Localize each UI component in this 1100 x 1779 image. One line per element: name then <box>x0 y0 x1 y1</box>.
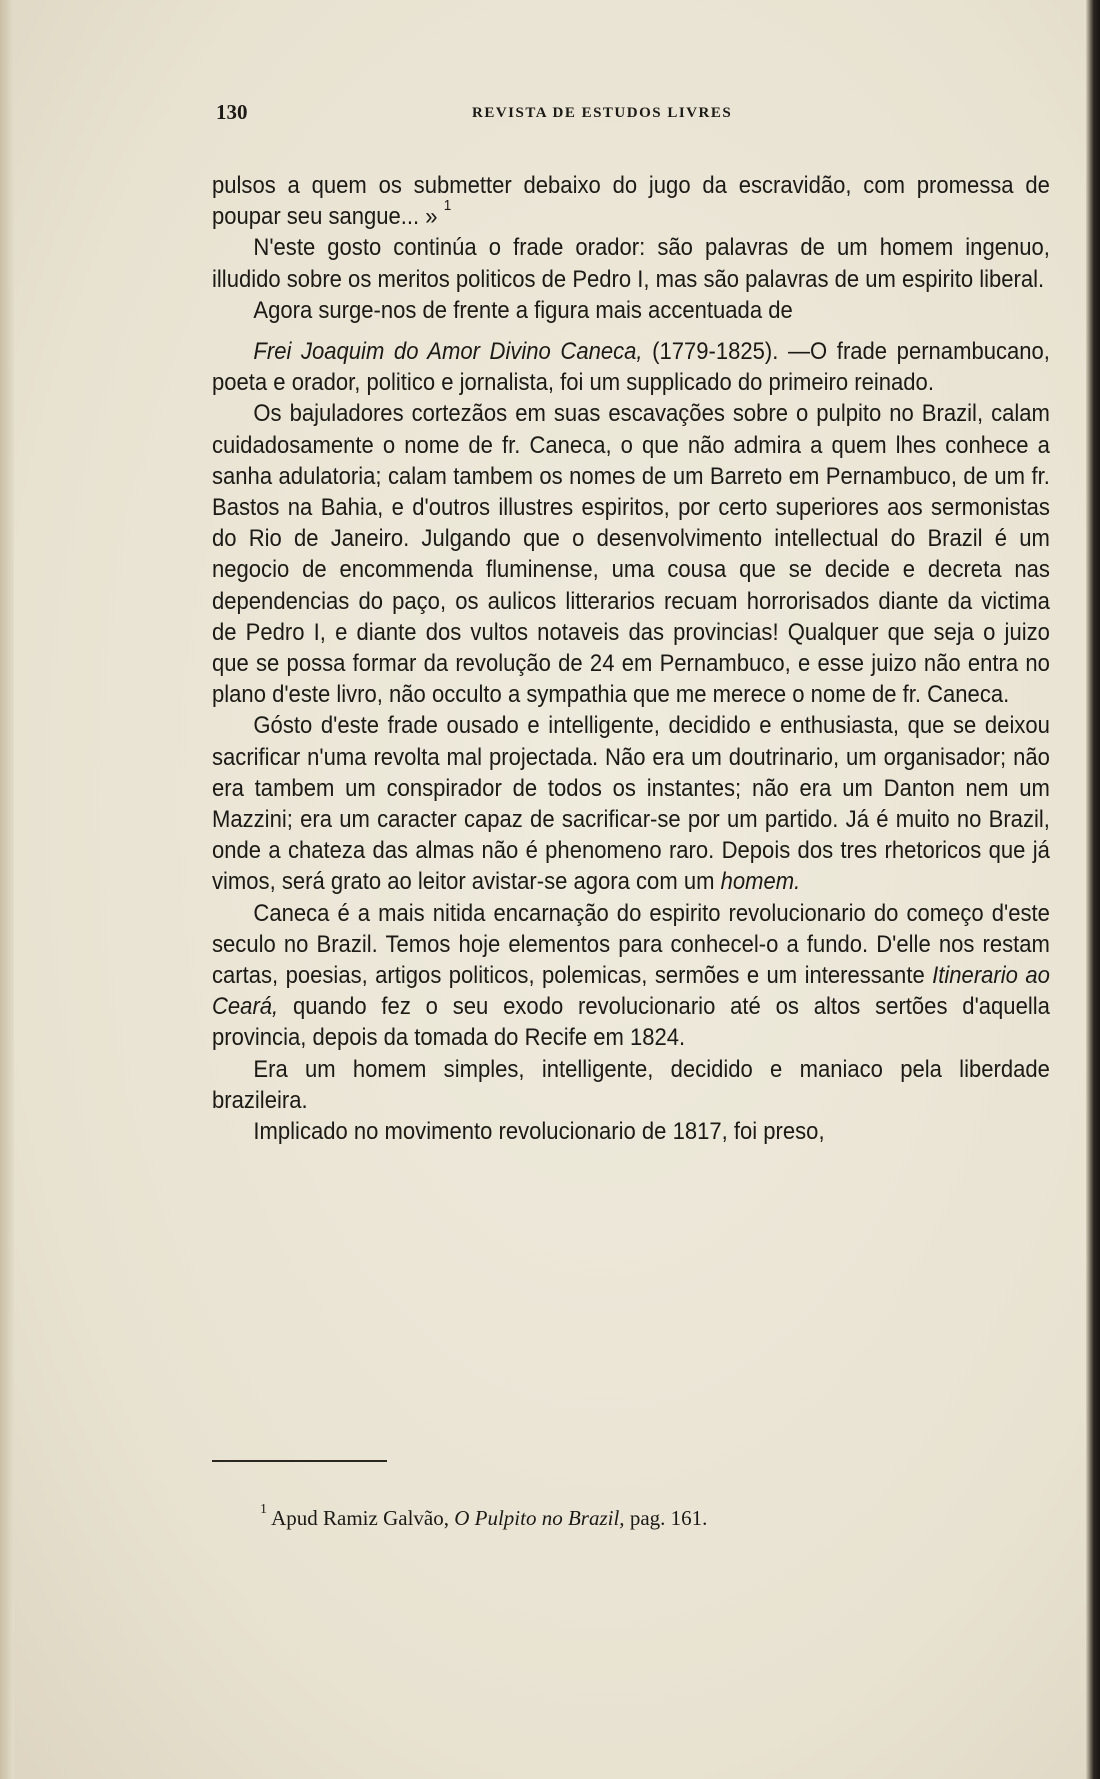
paragraph: Caneca é a mais nitida encarnação do espirito revolucionario do começo d'este seculo no Brazil. Temos hoje elementos para conhecel-o a fundo. D'elle nos restam cartas, poesias, artigos politicos, polemicas, sermões e um interessante Itinerario ao Ceará, quando fez o seu exodo revolucionario até os altos sertões d'aquella provincia, depois da tomada do Recife em 1824. <box>212 899 1050 1052</box>
page-number: 130 <box>216 100 248 124</box>
footnote-marker: 1 <box>260 1502 267 1517</box>
page-edge <box>1086 0 1100 1779</box>
paragraph: N'este gosto continúa o frade orador: são palavras de um homem ingenuo, illudido sobre os meritos politicos de Pedro I, mas são palavras de um espirito liberal. <box>212 234 1050 293</box>
section-heading-paragraph: Frei Joaquim do Amor Divino Caneca, (1779-1825). —O frade pernambucano, poeta e orador, politico e jornalista, foi um supplicado do primeiro reinado. <box>212 338 1050 397</box>
paragraph: Implicado no movimento revolucionario de 1817, foi preso, <box>253 1118 825 1146</box>
paragraph: Era um homem simples, intelligente, decidido e maniaco pela liberdade brazileira. <box>212 1055 1050 1114</box>
section-name: Frei Joaquim do Amor Divino Caneca, <box>253 338 643 366</box>
paragraph: Os bajuladores cortezãos em suas escavações sobre o pulpito no Brazil, calam cuidadosamente o nome de fr. Caneca, o que não admira a quem lhes conhece a sanha adulatoria; calam tambem os nomes de um Barreto em Pernambuco, de um fr. Bastos na Bahia, e d'outros illustres espiritos, por certo superiores aos sermonistas do Rio de Janeiro. Julgando que o desenvolvimento intellectual do Brazil é um negocio de encommenda fluminense, uma cousa que se decide e decreta nas dependencias do paço, os aulicos litterarios recuam horrorisados diante da victima de Pedro I, e diante dos vultos notaveis das provincias! Qualquer que seja o juizo que se possa formar da revolução de 24 em Pernambuco, e esse juizo não entra no plano d'este livro, não occulto a sympathia que me merece o nome de fr. Caneca. <box>212 400 1050 709</box>
footnote-rule <box>212 1460 387 1462</box>
paragraph: pulsos a quem os submetter debaixo do jugo da escravidão, com promessa de poupar seu sangue... » $^1$ <box>212 172 1050 231</box>
page-header <box>216 100 996 130</box>
footnote-reference: 1 <box>443 197 452 215</box>
paragraph: Agora surge-nos de frente a figura mais accentuada de <box>253 296 793 324</box>
footnote: $^1$ Apud Ramiz Galvão, O Pulpito no Brazil, pag. 161. <box>260 1502 708 1530</box>
page-gutter <box>0 0 14 1779</box>
paragraph: Gósto d'este frade ousado e intelligente, decidido e enthusiasta, que se deixou sacrificar n'uma revolta mal projectada. Não era um doutrinario, um organisador; não era tambem um conspirador de todos os instantes; não era um Danton nem um Mazzini; era um caracter capaz de sacrificar-se por um partido. Já é muito no Brazil, onde a chateza das almas não é phenomeno raro. Depois dos tres rhetoricos que já vimos, será grato ao leitor avistar-se agora com um homem. <box>212 712 1050 896</box>
body-text <box>212 170 1050 1147</box>
running-title: REVISTA DE ESTUDOS LIVRES <box>472 105 733 121</box>
